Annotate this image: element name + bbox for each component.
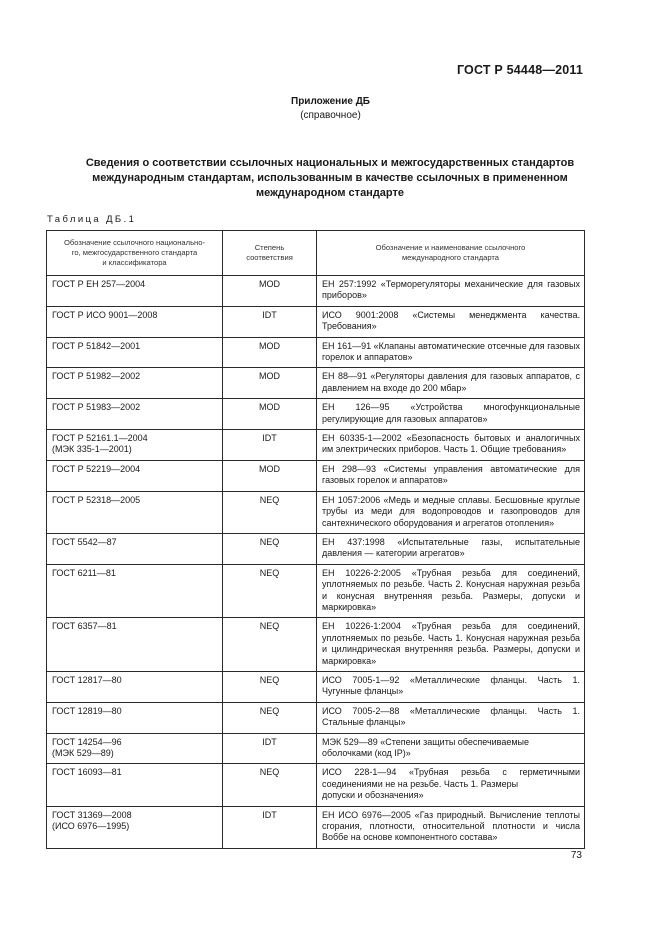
- cell-international-standard: ЕН 126—95 «Устройства многофункциональные регулирующие для газовых аппаратов»: [317, 399, 585, 430]
- appendix-title: Приложение ДБ: [291, 96, 370, 107]
- table-caption: Таблица ДБ.1: [47, 214, 137, 225]
- cell-international-standard: ЕН 88—91 «Регуляторы давления для газовых аппаратов, с давлением на входе до 200 мбар»: [317, 368, 585, 399]
- cell-international-standard: ЕН 10226-1:2004 «Трубная резьба для соединений, уплотняемых по резьбе. Часть 1. Конусная наружная резьба и цилиндрическая внутренняя резьба. Размеры, допуски и маркировка»: [317, 618, 585, 672]
- cell-degree: NEQ: [223, 533, 317, 564]
- cell-degree: IDT: [223, 806, 317, 848]
- cell-national-standard: ГОСТ Р 51982—2002: [47, 368, 223, 399]
- table-row: [47, 806, 585, 848]
- cell-degree: NEQ: [223, 618, 317, 672]
- table-row: [47, 460, 585, 491]
- cell-international-standard: ИСО 9001:2008 «Системы менеджмента качества. Требования»: [317, 306, 585, 337]
- cell-international-standard: ЕН 437:1998 «Испытательные газы, испытательные давления — категории агрегатов»: [317, 533, 585, 564]
- cell-degree: MOD: [223, 368, 317, 399]
- table-row: [47, 430, 585, 461]
- cell-degree: MOD: [223, 337, 317, 368]
- appendix-subtitle: (справочное): [300, 110, 361, 121]
- table-row: [47, 491, 585, 533]
- appendix-block: [0, 95, 661, 123]
- cell-degree: NEQ: [223, 671, 317, 702]
- cell-degree: IDT: [223, 430, 317, 461]
- cell-national-standard: ГОСТ Р 52318—2005: [47, 491, 223, 533]
- page-number: 73: [570, 850, 582, 861]
- cell-international-standard: ЕН 257:1992 «Терморегуляторы механические для газовых приборов»: [317, 276, 585, 307]
- cell-international-standard: ИСО 7005-2—88 «Металлические фланцы. Часть 1. Стальные фланцы»: [317, 702, 585, 733]
- cell-international-standard: ЕН 60335-1—2002 «Безопасность бытовых и аналогичных им электрических приборов. Часть 1. Общие требования»: [317, 430, 585, 461]
- table-header-row: [47, 231, 585, 276]
- cell-degree: NEQ: [223, 764, 317, 806]
- table-row: [47, 764, 585, 806]
- cell-degree: IDT: [223, 306, 317, 337]
- cell-international-standard: ЕН 161—91 «Клапаны автоматические отсечные для газовых горелок и аппаратов»: [317, 337, 585, 368]
- cell-degree: MOD: [223, 399, 317, 430]
- cell-international-standard: ЕН 1057:2006 «Медь и медные сплавы. Бесшовные круглые трубы из меди для водопроводов и газопроводов для сантехнического оборудования и агрегатов отопления»: [317, 491, 585, 533]
- cell-degree: MOD: [223, 276, 317, 307]
- cell-national-standard: ГОСТ 5542—87: [47, 533, 223, 564]
- table-row: [47, 533, 585, 564]
- cell-degree: NEQ: [223, 702, 317, 733]
- cell-national-standard: ГОСТ 31369—2008 (ИСО 6976—1995): [47, 806, 223, 848]
- cell-international-standard: ИСО 7005-1—92 «Металлические фланцы. Часть 1. Чугунные фланцы»: [317, 671, 585, 702]
- table-row: [47, 564, 585, 618]
- cell-international-standard: МЭК 529—89 «Степени защиты обеспечиваемые оболочками (код IP)»: [317, 733, 585, 764]
- table-row: [47, 702, 585, 733]
- document-code: ГОСТ Р 54448—2011: [456, 63, 583, 77]
- cell-degree: NEQ: [223, 564, 317, 618]
- cell-national-standard: ГОСТ Р ЕН 257—2004: [47, 276, 223, 307]
- cell-national-standard: ГОСТ 16093—81: [47, 764, 223, 806]
- header-national-standard: Обозначение ссылочного национально- го, межгосударственного стандарта и классификатора: [47, 231, 223, 276]
- cell-degree: NEQ: [223, 491, 317, 533]
- cell-international-standard: ЕН 10226-2:2005 «Трубная резьба для соединений, уплотняемых по резьбе. Часть 2. Конусная наружная резьба и конусная внутренняя резьба. Размеры, допуски и маркировка»: [317, 564, 585, 618]
- table-row: [47, 368, 585, 399]
- cell-international-standard: ЕН 298—93 «Системы управления автоматические для газовых горелок и аппаратов»: [317, 460, 585, 491]
- heading-line: Сведения о соответствии ссылочных национальных и межгосударственных стандартов: [85, 157, 575, 169]
- cell-international-standard: ИСО 228-1—94 «Трубная резьба с герметичными соединениями не на резьбе. Часть 1. Размеры допуски и обозначения»: [317, 764, 585, 806]
- table-row: [47, 671, 585, 702]
- heading-line: международном стандарте: [255, 187, 405, 199]
- heading-line: международным стандартам, использованным в качестве ссылочных в примененном: [92, 172, 568, 184]
- correspondence-table: [46, 230, 585, 849]
- table-row: [47, 618, 585, 672]
- section-heading: [40, 156, 620, 201]
- header-degree: Степень соответствия: [223, 231, 317, 276]
- cell-national-standard: ГОСТ Р 51842—2001: [47, 337, 223, 368]
- table-row: [47, 276, 585, 307]
- cell-national-standard: ГОСТ 6211—81: [47, 564, 223, 618]
- table-row: [47, 399, 585, 430]
- table-row: [47, 306, 585, 337]
- cell-degree: MOD: [223, 460, 317, 491]
- cell-national-standard: ГОСТ Р ИСО 9001—2008: [47, 306, 223, 337]
- cell-national-standard: ГОСТ 12819—80: [47, 702, 223, 733]
- cell-national-standard: ГОСТ 12817—80: [47, 671, 223, 702]
- cell-national-standard: ГОСТ 6357—81: [47, 618, 223, 672]
- cell-national-standard: ГОСТ 14254—96 (МЭК 529—89): [47, 733, 223, 764]
- cell-national-standard: ГОСТ Р 51983—2002: [47, 399, 223, 430]
- table-row: [47, 733, 585, 764]
- cell-national-standard: ГОСТ Р 52219—2004: [47, 460, 223, 491]
- cell-international-standard: ЕН ИСО 6976—2005 «Газ природный. Вычисление теплоты сгорания, плотности, относительной плотности и числа Воббе на основе компонентного состава»: [317, 806, 585, 848]
- cell-national-standard: ГОСТ Р 52161.1—2004 (МЭК 335-1—2001): [47, 430, 223, 461]
- table-row: [47, 337, 585, 368]
- cell-degree: IDT: [223, 733, 317, 764]
- header-international-standard: Обозначение и наименование ссылочного международного стандарта: [317, 231, 585, 276]
